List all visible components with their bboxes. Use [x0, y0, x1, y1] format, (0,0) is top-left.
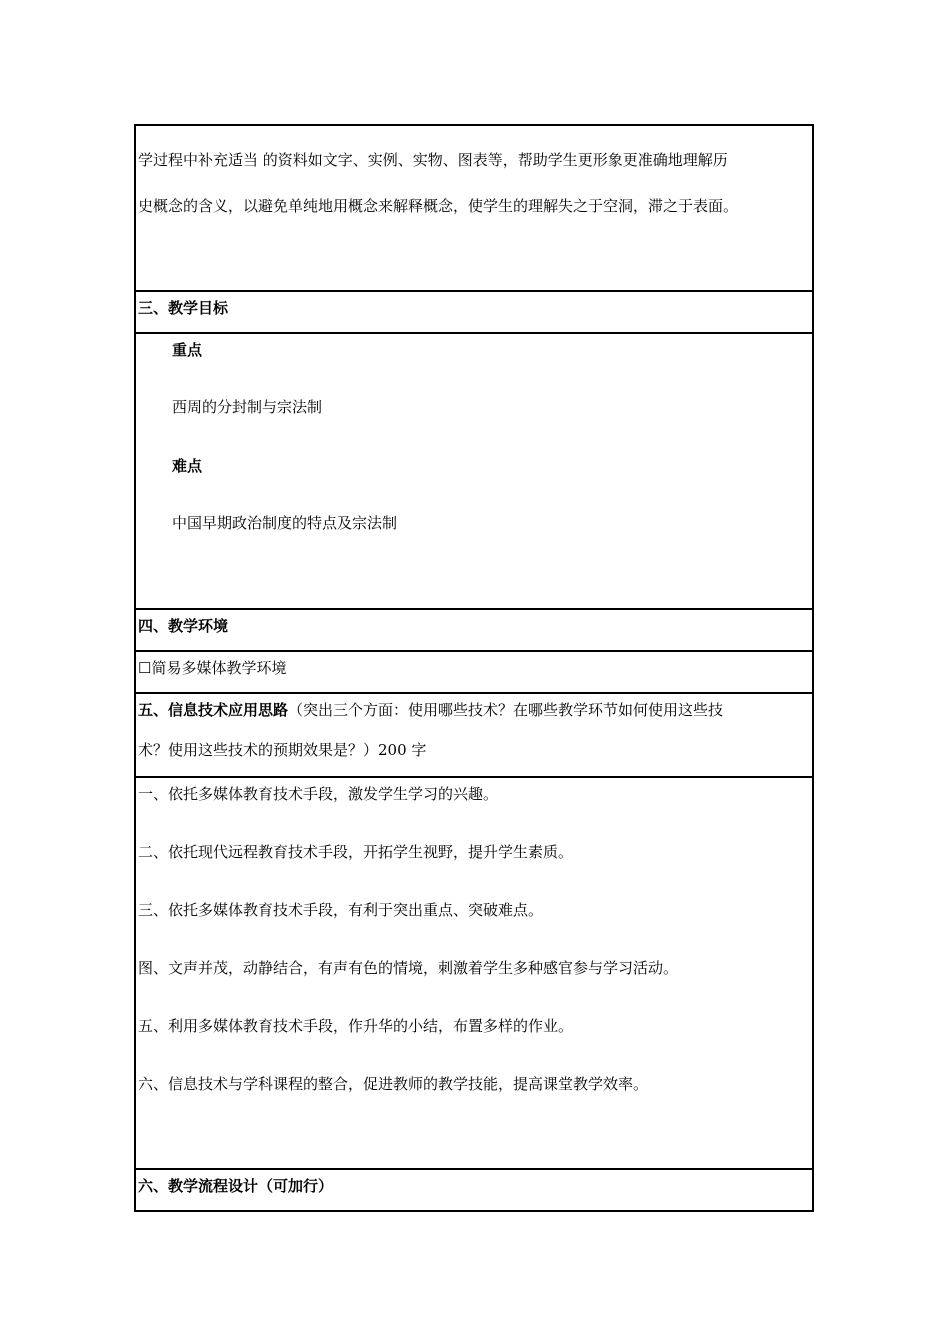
list-item: 二、依托现代远程教育技术手段，开拓学生视野，提升学生素质。: [138, 843, 574, 861]
list-item: 三、依托多媒体教育技术手段，有利于突出重点、突破难点。: [138, 901, 544, 919]
section-5-body: [136, 776, 812, 1168]
section-3-heading: 三、教学目标: [138, 299, 229, 317]
section-5-header: [136, 692, 812, 776]
section-5-heading-line: [136, 700, 723, 720]
intro-line-2: 史概念的含义，以避免单纯地用概念来解释概念，使学生的理解失之于空洞，滞之于表面。: [138, 197, 739, 215]
list-item: 一、依托多媒体教育技术手段，激发学生学习的兴趣。: [138, 785, 499, 803]
list-item: 图、文声并茂，动静结合，有声有色的情境，刺激着学生多种感官参与学习活动。: [138, 959, 679, 977]
environment-option: ☐简易多媒体教学环境: [138, 659, 287, 677]
section-5-note-1: （突出三个方面：使用哪些技术？在哪些教学环节如何使用这些技: [288, 701, 724, 719]
intro-line-1: 学过程中补充适当 的资料如文字、实例、实物、图表等，帮助学生更形象更准确地理解历: [138, 151, 728, 169]
section-3-body: [136, 332, 812, 608]
key-point-text: 西周的分封制与宗法制: [172, 398, 323, 416]
section-6-header: [136, 1168, 812, 1210]
section-5-note-2: 术？使用这些技术的预期效果是？）200 字: [138, 741, 427, 759]
section-6-heading: 六、教学流程设计（可加行）: [138, 1177, 334, 1195]
section-5-heading: 五、信息技术应用思路: [138, 701, 289, 719]
lesson-plan-table: [134, 124, 814, 1212]
list-item: 五、利用多媒体教育技术手段，作升华的小结，布置多样的作业。: [138, 1017, 574, 1035]
intro-cell: [136, 126, 812, 290]
section-4-body: [136, 650, 812, 692]
difficult-point-text: 中国早期政治制度的特点及宗法制: [172, 514, 398, 532]
key-point-label: 重点: [172, 341, 203, 359]
difficult-point-label: 难点: [172, 457, 203, 475]
section-4-heading: 四、教学环境: [138, 617, 229, 635]
list-item: 六、信息技术与学科课程的整合，促进教师的教学技能，提高课堂教学效率。: [138, 1075, 649, 1093]
section-3-header: [136, 290, 812, 332]
section-4-header: [136, 608, 812, 650]
